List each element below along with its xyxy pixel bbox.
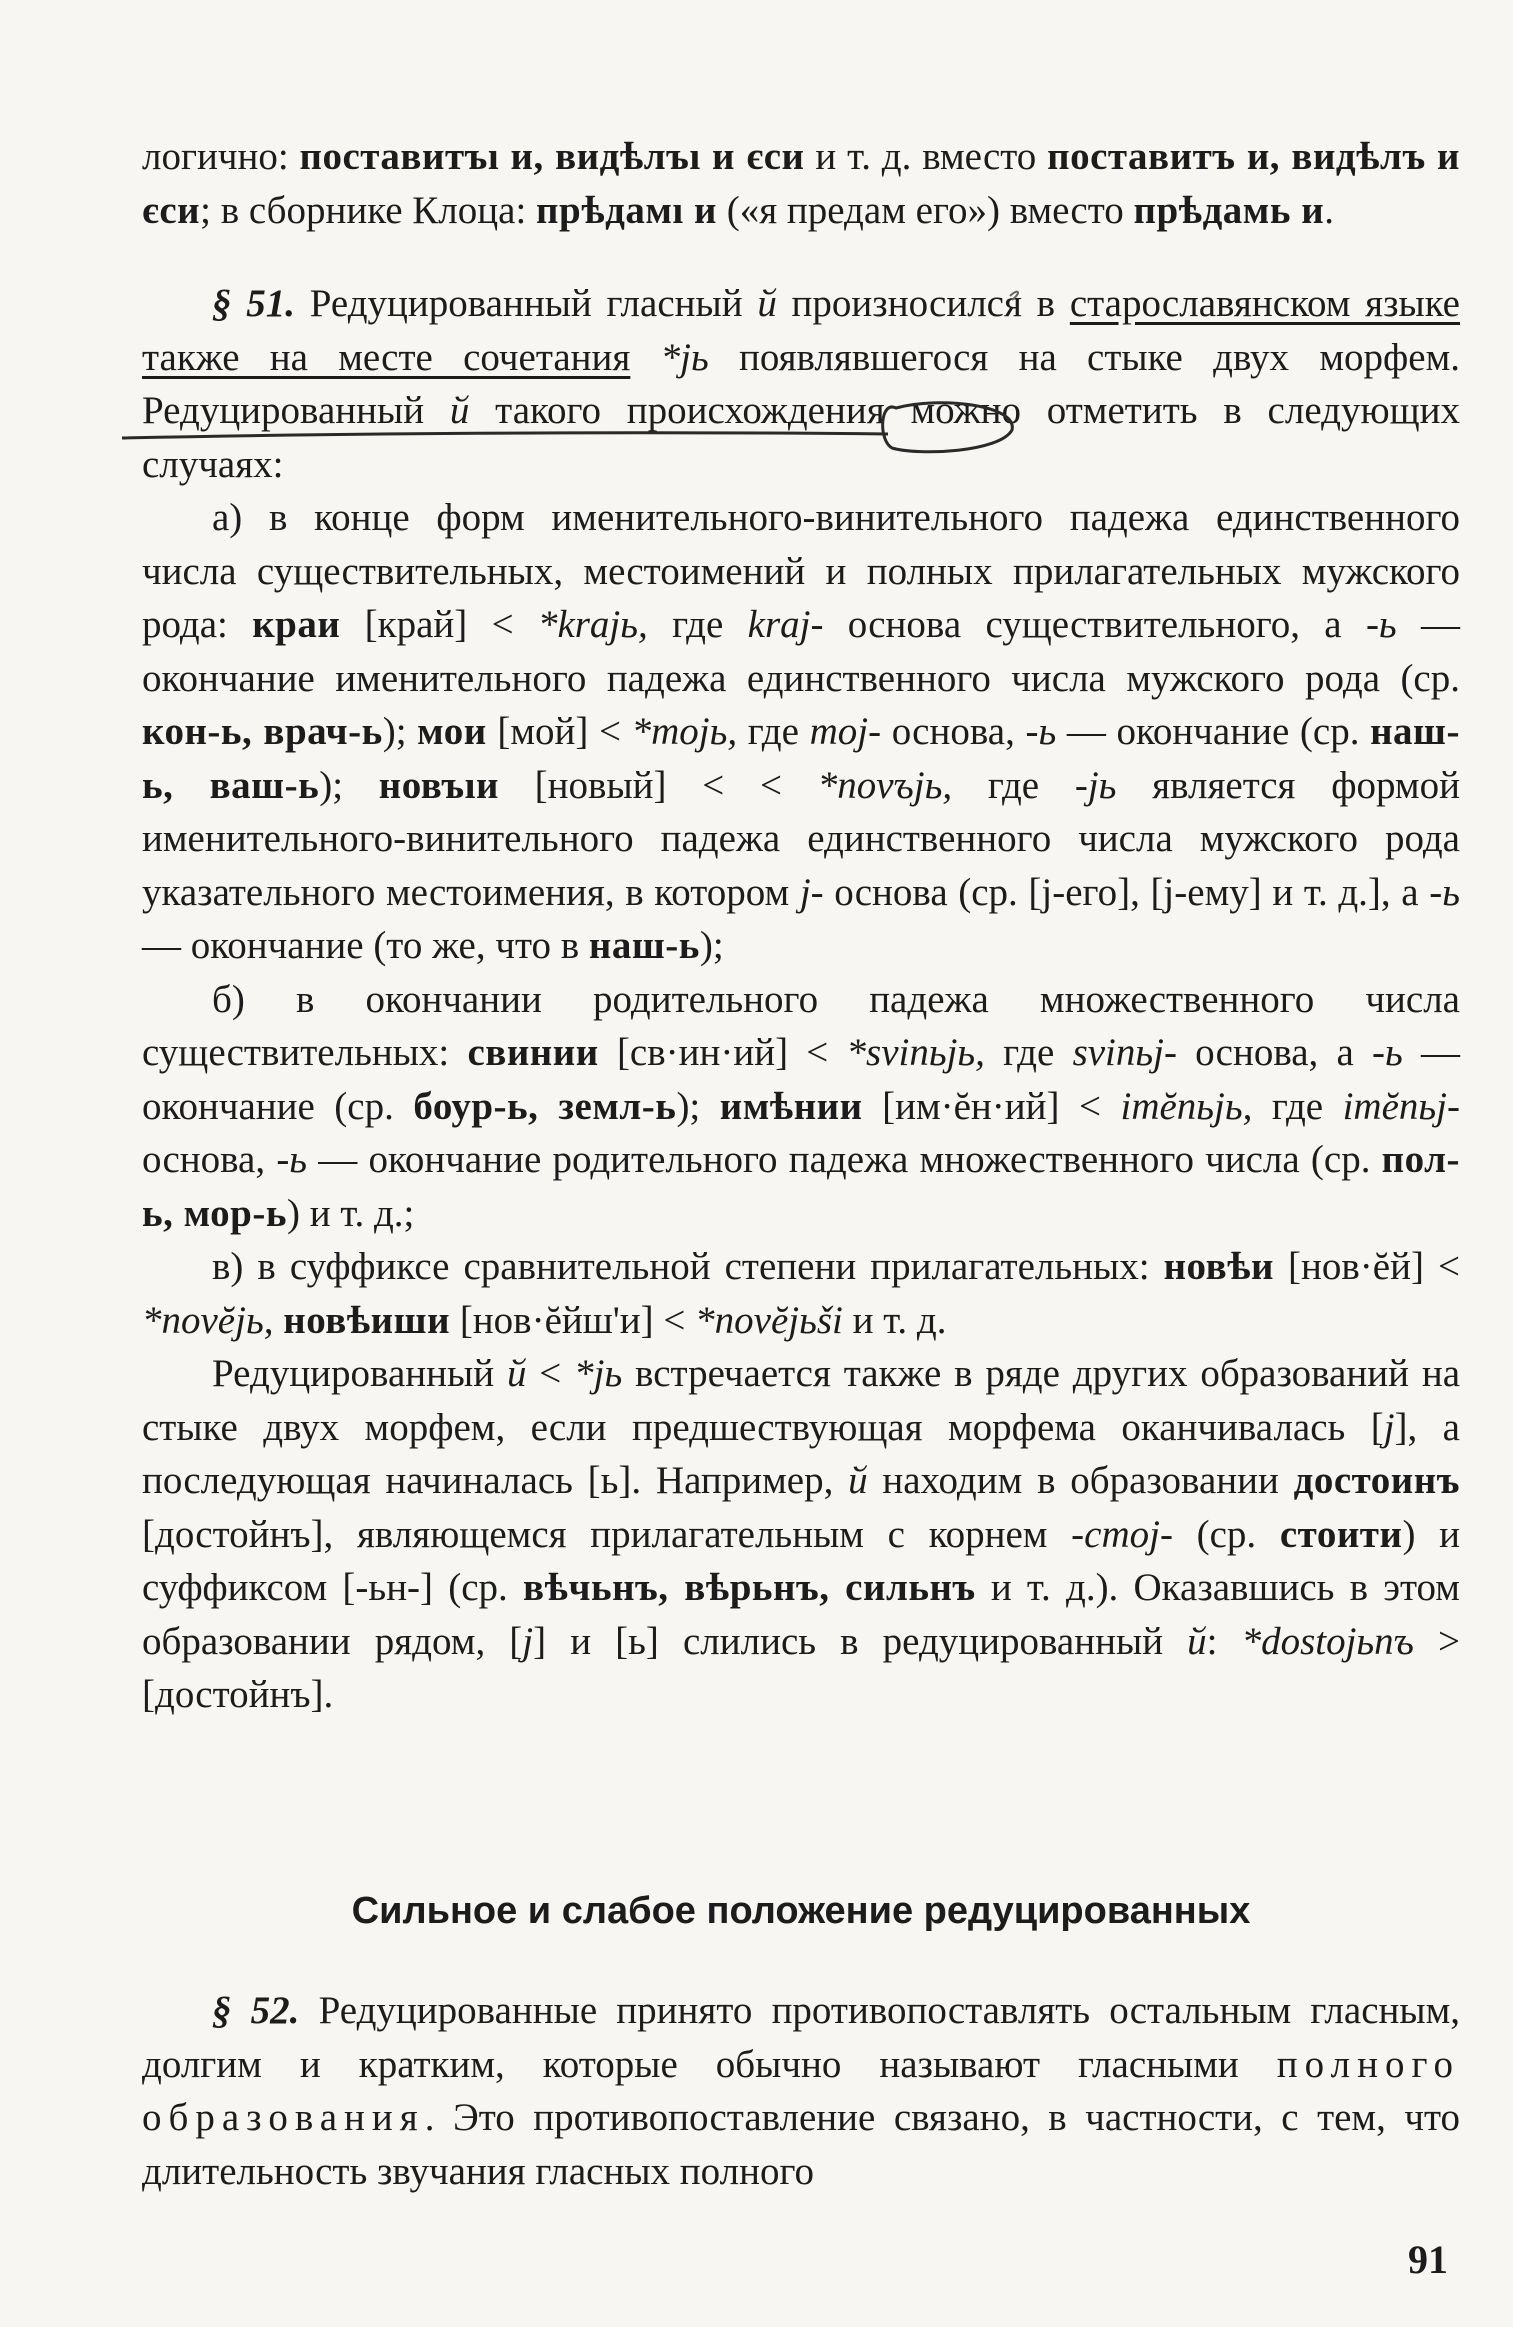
section-51-intro [142,277,1460,491]
text-run: й [449,389,470,432]
text-run: ) и т. д.; [286,1191,415,1235]
text-run: кон-ь, врач-ь [142,710,383,753]
text-run: ); [382,710,418,753]
text-run: й [1187,1619,1207,1663]
text-run: в) в суффиксе сравнительной степени прилагательных: [212,1245,1164,1288]
text-run: *novъjь, [817,763,953,807]
text-run: й [848,1459,868,1502]
text-run: [достойнъ], являющемся прилагательным с корнем [142,1512,1072,1556]
text-run: полного образования [142,2042,1460,2139]
section-51-conclusion [142,1347,1460,1722]
text-run [273,1299,283,1342]
text-run: -ь [1372,1031,1403,1074]
page-body [142,130,1460,1722]
text-run: svinьj- [1072,1031,1177,1074]
text-run: ] и [ь] слились в редуцированный [533,1619,1188,1663]
text-run: ); [676,1084,720,1128]
text-run: и т. д. [842,1298,947,1342]
text-run: [край] < [340,603,538,646]
text-run: *novĕjь, [142,1298,274,1342]
text-run: -jь [1074,763,1117,807]
text-run: где [1252,1084,1343,1128]
text-run: imĕnьjь, [1120,1084,1253,1128]
text-run: j- [799,870,824,914]
text-run: — окончание (ср. [1056,710,1371,753]
text-run: произносился в [776,282,1070,325]
text-run: новѣиши [283,1298,451,1342]
section-52-body [142,1984,1460,2198]
section-51-item-a [142,491,1460,973]
text-run: имѣнии [719,1084,863,1128]
text-run: наш-ь [588,924,700,967]
text-run: б) в окончании родительного падежа множественного числа существительных: [142,977,1460,1074]
text-run: (ср. [1172,1512,1280,1556]
text-run: — окончание именительного падежа единственного числа мужского рода (ср. [142,603,1461,700]
text-run: *krajь, [537,603,648,646]
text-run: где [647,603,748,646]
text-run: ], а последующая начиналась [ь]. Например, [142,1405,1460,1502]
text-run: [нов·ĕйш'и] < [450,1298,696,1342]
text-run: moj- [809,710,882,753]
text-run: -ь [1429,870,1460,914]
section-heading: Сильное и слабое положение редуцированных [351,1890,1251,1932]
text-run: *mojь, [631,710,738,753]
section-52-paragraph [142,1984,1460,2198]
text-run: пол-ь, мор-ь [142,1138,1460,1235]
text-run: наш-ь, ваш-ь [142,710,1460,807]
text-run [630,336,660,379]
text-run: *jь [574,1352,623,1395]
text-run: j [522,1619,534,1663]
text-run: *dostojьnъ [1241,1619,1414,1663]
text-run: появлявшегося на стыке двух морфем. Редуцированный [142,335,1461,432]
text-run: такого происхождения можно отметить в следующих случаях: [142,389,1460,486]
text-run: Редуцированный гласный [294,282,758,325]
text-run: вѣчьнъ, вѣрьнъ, сильнъ [522,1566,976,1609]
text-run: — окончание (ср. [142,1031,1460,1128]
continuation-paragraph: логично: поставитъı и, видѣлъı и єси и т. д. вместо поставитъ и, видѣлъ и єси; в сборнике Клоца: прѣдамı и («я предам его») вместо прѣдамь и. [142,135,1460,232]
text-run: ); [319,763,379,807]
text-run: а) в конце форм именительного-винительного падежа единственного числа существительных, местоимений и полных прилагательных мужского рода: [142,496,1460,646]
text-run: *svinьjь, [846,1031,985,1074]
text-run: ) и суффиксом [-ьн-] (ср. [142,1512,1460,1609]
text-run: — окончание родительного падежа множественного числа (ср. [307,1138,1382,1181]
text-run: свинии [467,1031,599,1074]
text-run: где [737,710,810,753]
text-run: : [1206,1619,1242,1663]
page-number: 91 [1408,2237,1448,2282]
text-run: [св·ин·ий] < [598,1031,847,1074]
text-run: боур-ь, земл-ь [413,1084,677,1128]
text-run: основа существительного, а [823,603,1366,646]
text-run: является формой именительного-винительного падежа единственного числа мужского рода указательного местоимения, в котором [142,763,1460,914]
text-run: [новый] < < [498,763,818,807]
text-run: ); [699,924,724,967]
text-run: краи [252,603,341,646]
text-run: kraj- [747,603,824,646]
text-run: [мой] < [486,710,632,753]
text-run: -ь [1365,603,1397,646]
text-run: основа, [142,1138,277,1181]
text-run: и т. д.). Оказавшись в этом образовании рядом, [ [142,1566,1460,1663]
text-run: основа, [881,710,1026,753]
text-run: основа (ср. [j-его], [j-ему] и т. д.], а [823,870,1430,914]
text-run: Редуцированные принято противопоставлять остальным гласным, долгим и кратким, которые обычно называют гласными [142,1989,1461,2086]
text-run: где [984,1031,1073,1074]
text-run: стоити [1279,1512,1403,1556]
text-run: -ь [1025,710,1057,753]
text-run: — окончание (то же, что в [142,924,589,967]
section-52-number: § 52. [212,1989,300,2032]
text-run: где [952,763,1075,807]
text-run: старославянском языке также на месте сочетания [142,282,1460,379]
text-run: j [1383,1405,1395,1449]
text-run: [им·ĕн·ий] < [862,1084,1121,1128]
text-run: *jь [660,335,709,379]
text-run: новѣи [1163,1245,1275,1288]
text-run: > [достойнъ]. [142,1619,1461,1716]
text-run: встречается также в ряде других образований на стыке двух морфем, если предшествующая морфема оканчивалась [ [142,1352,1461,1449]
text-run: < [526,1352,575,1395]
text-run: -ь [276,1138,308,1181]
text-run: Редуцированный [212,1352,507,1395]
text-run: -стоj- [1071,1512,1173,1556]
text-run: *novĕjьši [695,1298,843,1342]
section-51-number: § 51. [212,282,295,325]
text-run: [нов·ĕй] < [1274,1245,1460,1288]
text-run: находим в образовании [867,1459,1294,1502]
text-run: imĕnьj- [1342,1084,1460,1128]
text-run: . Это противопоставление связано, в частности, с тем, что длительность звучания гласных полного [142,2096,1460,2193]
section-51-item-c [142,1240,1460,1347]
text-run: й [506,1352,527,1395]
text-run: достоинъ [1293,1459,1460,1502]
section-51-item-b [142,973,1460,1241]
text-run: й [757,282,777,325]
text-run: основа, а [1176,1031,1373,1074]
text-run: новъıи [378,763,499,807]
text-run: мои [417,710,487,753]
